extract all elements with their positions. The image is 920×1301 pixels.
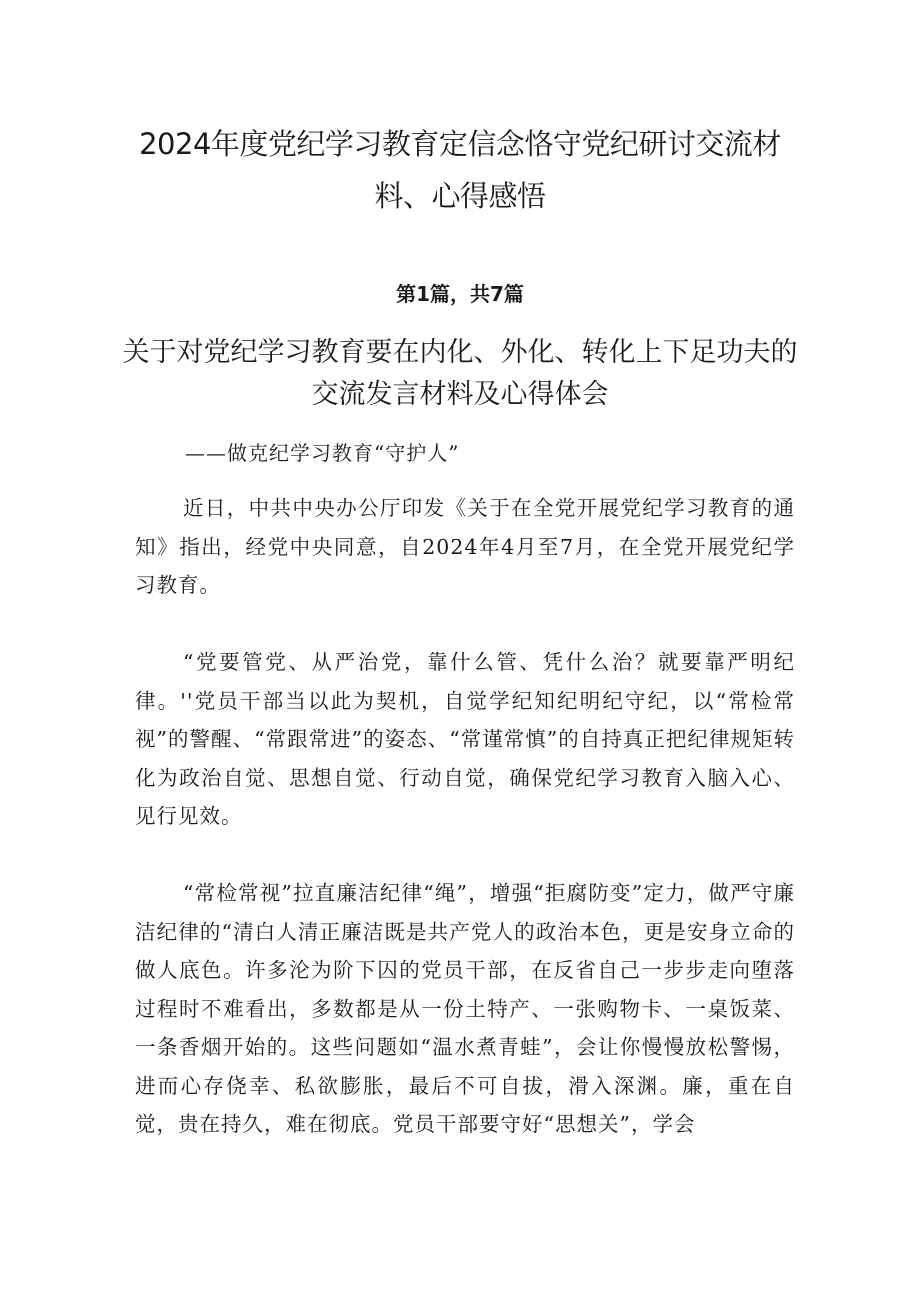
article-title: 关于对党纪学习教育要在内化、外化、转化上下足功夫的交流发言材料及心得体会 bbox=[122, 337, 798, 410]
part-label: 第1篇，共7篇 bbox=[396, 282, 524, 306]
byline: ——做克纪学习教育“守护人” bbox=[185, 441, 460, 465]
paragraph-3: “常检常视”拉直廉洁纪律“绳”，增强“拒腐防变”定力，做严守廉洁纪律的“清白人清正廉洁既是共产党人的政治本色，更是安身立命的做人底色。许多沦为阶下囚的党员干部，在反省自己一步步走向堕落过程时不难看出，多数都是从一份土特产、一张购物卡、一桌饭菜、一条香烟开始的。这些问题如“温水煮青蛙”，会让你慢慢放松警惕，进而心存侥幸、私欲膨胀，最后不可自拔，滑入深渊。廉，重在自觉，贵在持久，难在彻底。党员干部要守好“思想关”，学会 bbox=[135, 881, 795, 1136]
paragraph-1: 近日，中共中央办公厅印发《关于在全党开展党纪学习教育的通知》指出，经党中央同意，自2024年4月至7月，在全党开展党纪学习教育。 bbox=[135, 496, 795, 597]
document-title: 2024年度党纪学习教育定信念恪守党纪研讨交流材料、心得感悟 bbox=[139, 127, 781, 213]
paragraph-2: “党要管党、从严治党，靠什么管、凭什么治？就要靠严明纪律。''党员干部当以此为契机，自觉学纪知纪明纪守纪，以“常检常视”的警醒、“常跟常进”的姿态、“常谨常慎”的自持真正把纪律规矩转化为政治自觉、思想自觉、行动自觉，确保党纪学习教育入脑入心、见行见效。 bbox=[135, 650, 795, 828]
